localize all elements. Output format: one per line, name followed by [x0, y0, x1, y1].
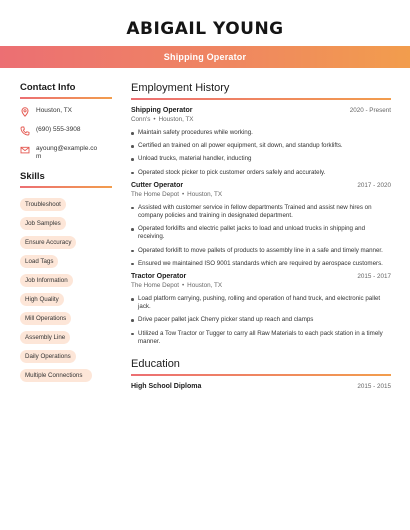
job-bullet: Assisted with customer service in fellow departments Trained and assist new hires on company policies and training in designated department.	[131, 204, 391, 220]
job-bullet: Operated forklift to move pallets of products to assembly line in a safe and timely manner.	[131, 247, 391, 255]
skill-pill: Mill Operations	[20, 312, 71, 325]
skill-pill: Job Information	[20, 274, 73, 287]
skill-pill: Troubleshoot	[20, 198, 66, 211]
contact-location-text: Houston, TX	[36, 107, 73, 114]
skills-divider	[20, 186, 112, 188]
job-title: Tractor Operator	[131, 273, 187, 281]
job-bullet: Operated stock picker to pick customer orders safely and accurately.	[131, 169, 391, 177]
job-bullet: Maintain safety procedures while working.	[131, 129, 391, 137]
separator-dot-icon: •	[181, 282, 185, 290]
education-entry	[131, 383, 391, 390]
skill-pill: Ensure Accuracy	[20, 236, 76, 249]
main-column	[131, 82, 391, 390]
sidebar	[20, 82, 112, 388]
job-bullet: Certified an trained on all power equipment, sit down, and standup forklifts.	[131, 142, 391, 150]
job-bullet: Ensured we maintained ISO 9001 standards which are required by aerospace customers.	[131, 260, 391, 268]
education-dates: 2015 - 2015	[357, 383, 391, 391]
job-company: The Home Depot	[131, 190, 179, 198]
job-dates: 2015 - 2017	[357, 273, 391, 281]
education-divider	[131, 374, 391, 376]
job-title-heading: Shipping Operator	[163, 52, 247, 62]
job-bullets	[131, 204, 391, 268]
job-location: Houston, TX	[187, 282, 223, 290]
job-dates: 2017 - 2020	[357, 181, 391, 189]
job-employer-line	[131, 282, 391, 289]
contact-info-heading: Contact Info	[20, 82, 76, 93]
contact-email	[20, 145, 112, 161]
contact-email-text[interactable]: ayoung@example.com	[36, 145, 98, 160]
job-company: The Home Depot	[131, 282, 179, 290]
skills-heading: Skills	[20, 171, 45, 182]
candidate-name: ABIGAIL YOUNG	[126, 19, 284, 39]
job-location: Houston, TX	[158, 116, 194, 123]
job-bullet: Utilized a Tow Tractor or Tugger to carry all Raw Materials to each pack station in a timely manner.	[131, 330, 391, 346]
job-bullet: Unload trucks, material handler, inducting	[131, 155, 391, 163]
job-bullet: Load platform carrying, pushing, rolling and operation of hand truck, and electronic pallet jack.	[131, 295, 391, 311]
job-bullet: Operated forklifts and electric pallet jacks to load and unload trucks in shipping and receiving.	[131, 225, 391, 241]
contact-phone-text: (690) 555-3908	[36, 126, 81, 133]
employment-history-heading: Employment History	[131, 82, 230, 94]
job-entry	[131, 273, 391, 346]
job-location: Houston, TX	[187, 190, 223, 198]
job-bullets	[131, 129, 391, 177]
contact-list	[20, 107, 112, 161]
title-banner	[0, 46, 410, 68]
separator-dot-icon: •	[181, 190, 185, 198]
education-degree: High School Diploma	[131, 383, 202, 391]
skill-list	[20, 198, 112, 388]
employment-divider	[131, 98, 391, 100]
email-icon	[20, 145, 30, 155]
contact-phone	[20, 126, 112, 136]
location-pin-icon	[20, 107, 30, 117]
job-entry	[131, 107, 391, 177]
skill-pill: High Quality	[20, 293, 64, 306]
job-employer-line	[131, 116, 391, 123]
education-heading: Education	[131, 358, 180, 371]
skill-pill: Load Tags	[20, 255, 58, 268]
skill-pill: Job Samples	[20, 217, 66, 230]
job-bullet: Drive pacer pallet jack Cherry picker stand up reach and clamps	[131, 316, 391, 324]
skill-pill: Assembly Line	[20, 331, 70, 344]
separator-dot-icon: •	[153, 116, 156, 123]
job-company: Conn's	[131, 116, 151, 123]
contact-divider	[20, 97, 112, 99]
skills-section	[20, 171, 112, 388]
job-title: Cutter Operator	[131, 181, 184, 189]
skill-pill: Multiple Connections	[20, 369, 92, 382]
job-entry	[131, 182, 391, 268]
job-title: Shipping Operator	[131, 107, 193, 114]
job-dates: 2020 - Present	[349, 107, 391, 114]
job-employer-line	[131, 191, 391, 198]
contact-location	[20, 107, 112, 117]
skill-pill: Daily Operations	[20, 350, 76, 363]
education-section	[131, 358, 391, 390]
phone-icon	[20, 126, 30, 136]
job-bullets	[131, 295, 391, 346]
